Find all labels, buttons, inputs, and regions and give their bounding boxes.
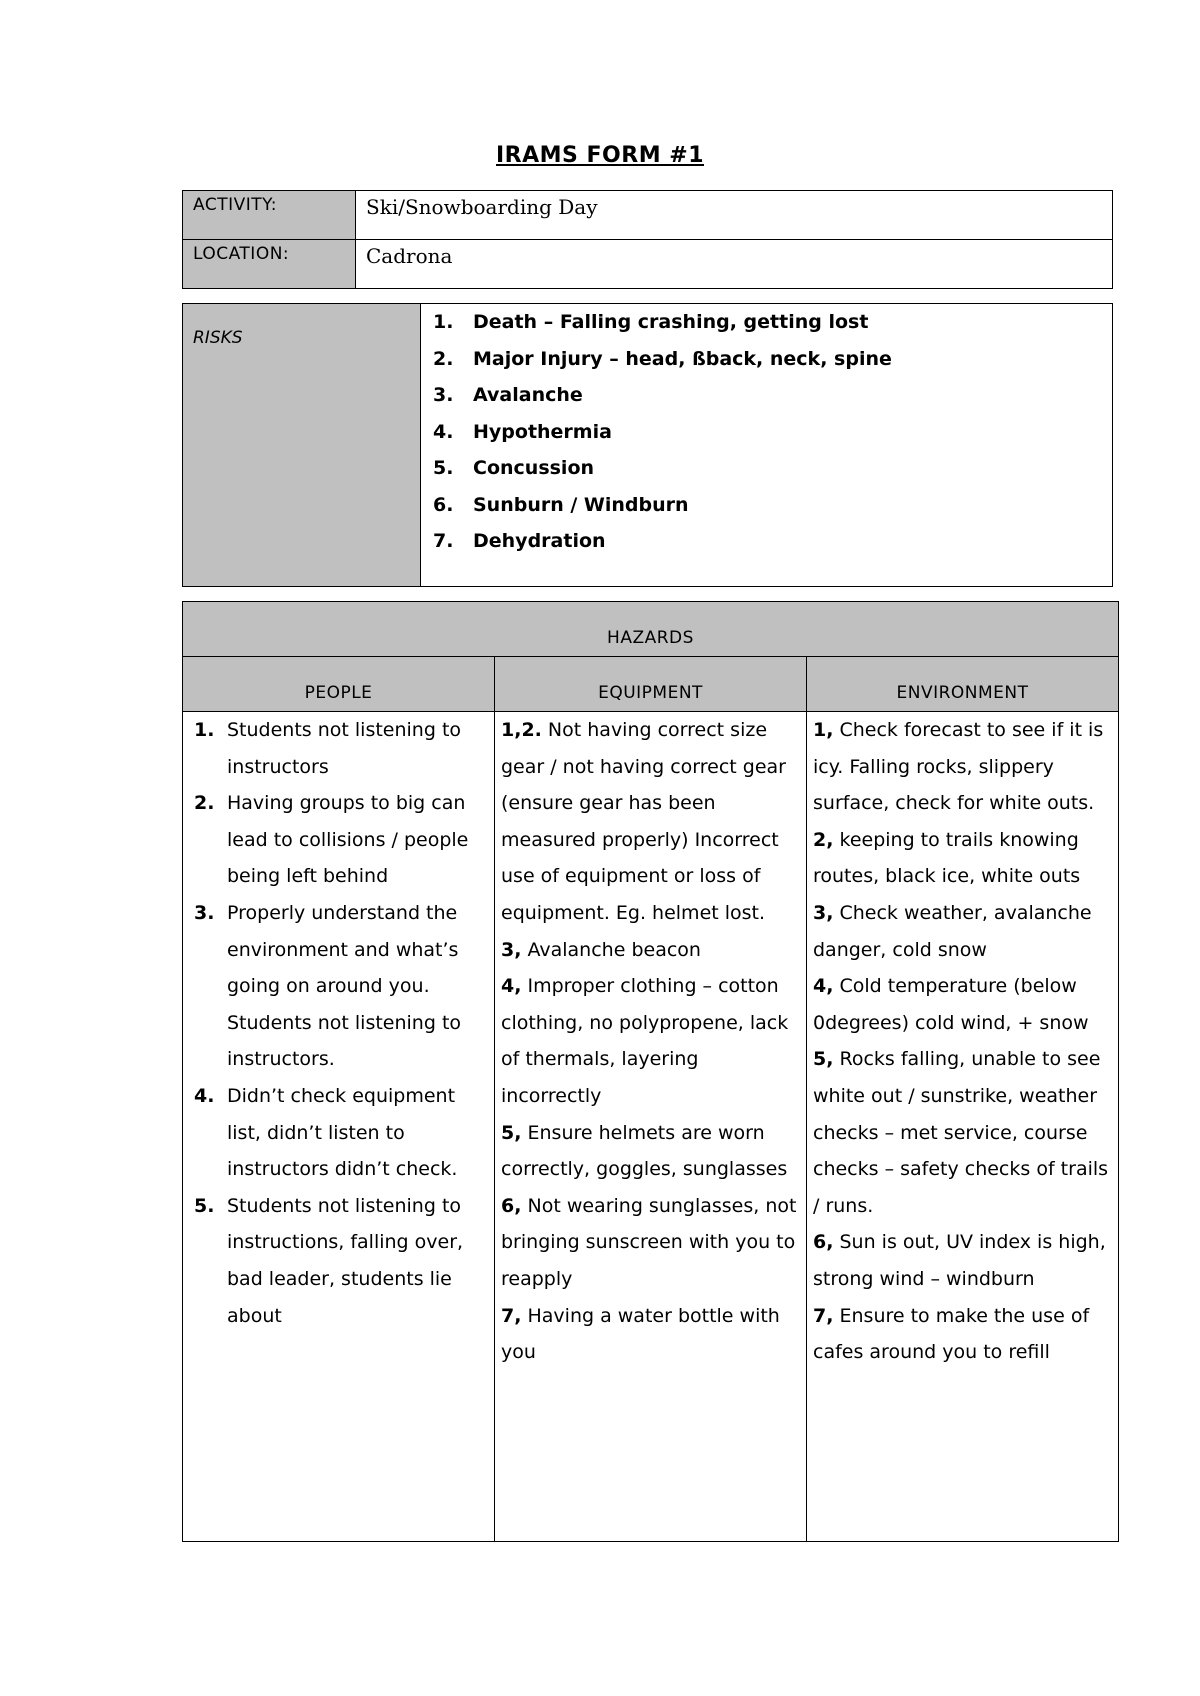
people-hazard-item: 2. Having groups to big can lead to collisions / people being left behind — [194, 792, 469, 888]
risk-item: 2. Major Injury – head, ßback, neck, spine — [433, 347, 892, 370]
people-hazard-item: 3. Properly understand the environment and what’s going on around you. Students not listening to instructors. — [194, 901, 462, 1071]
risk-item: 6. Sunburn / Windburn — [433, 493, 689, 516]
hazards-header: HAZARDS — [183, 602, 1119, 657]
risks-list — [421, 304, 1104, 560]
environment-hazard-item: 3, Check weather, avalanche danger, cold snow — [813, 901, 1092, 961]
equipment-column-header: EQUIPMENT — [495, 657, 807, 712]
equipment-hazard-item: 3, Avalanche beacon — [501, 938, 701, 961]
environment-hazard-item: 6, Sun is out, UV index is high, strong wind – windburn — [813, 1231, 1106, 1290]
location-value: Cadrona — [356, 240, 1113, 289]
environment-hazards-cell — [807, 712, 1119, 1542]
people-hazard-item: 4. Didn’t check equipment list, didn’t listen to instructors didn’t check. — [194, 1084, 458, 1181]
activity-value: Ski/Snowboarding Day — [356, 191, 1113, 240]
environment-hazard-item: 5, Rocks falling, unable to see white out / sunstrike, weather checks – met service, course checks – safety checks of trails / runs. — [813, 1048, 1109, 1217]
equipment-hazard-item: 5, Ensure helmets are worn correctly, goggles, sunglasses — [501, 1121, 788, 1181]
risks-table — [182, 303, 1113, 587]
equipment-hazard-item: 4, Improper clothing – cotton clothing, no polypropene, lack of thermals, layering incorrectly — [501, 975, 789, 1107]
risk-item: 3. Avalanche — [433, 384, 583, 406]
environment-hazard-item: 2, keeping to trails knowing routes, black ice, white outs — [813, 828, 1081, 888]
environment-hazard-item: 1, Check forecast to see if it is icy. Falling rocks, slippery surface, check for white outs. — [813, 719, 1104, 815]
risk-item: 1. Death – Falling crashing, getting lost — [433, 311, 869, 333]
risk-item: 5. Concussion — [433, 457, 595, 479]
risk-item: 4. Hypothermia — [433, 420, 612, 443]
people-hazard-item: 1. Students not listening to instructors — [194, 719, 462, 778]
risks-label: RISKS — [183, 304, 421, 587]
activity-label: ACTIVITY: — [183, 191, 356, 240]
environment-hazard-item: 7, Ensure to make the use of cafes around you to refill — [813, 1304, 1090, 1364]
environment-column-header: ENVIRONMENT — [807, 657, 1119, 712]
people-hazards-cell — [183, 712, 495, 1542]
people-column-header: PEOPLE — [183, 657, 495, 712]
equipment-hazards-cell — [495, 712, 807, 1542]
location-label: LOCATION: — [183, 240, 356, 289]
risk-item: 7. Dehydration — [433, 530, 606, 552]
equipment-hazard-item: 7, Having a water bottle with you — [501, 1304, 780, 1364]
equipment-hazard-item: 6, Not wearing sunglasses, not bringing sunscreen with you to reapply — [501, 1194, 797, 1290]
hazards-table — [182, 601, 1119, 1542]
equipment-hazard-item: 1,2. Not having correct size gear / not having correct gear (ensure gear has been measured properly) Incorrect use of equipment or loss of equipment. Eg. helmet lost. — [501, 719, 786, 924]
risks-list-cell — [421, 304, 1113, 587]
form-title: IRAMS FORM #1 — [495, 143, 704, 168]
environment-hazard-item: 4, Cold temperature (below 0degrees) cold wind, + snow — [813, 975, 1089, 1034]
people-hazard-item: 5. Students not listening to instructions, falling over, bad leader, students lie about — [194, 1194, 464, 1327]
activity-location-table — [182, 190, 1113, 289]
